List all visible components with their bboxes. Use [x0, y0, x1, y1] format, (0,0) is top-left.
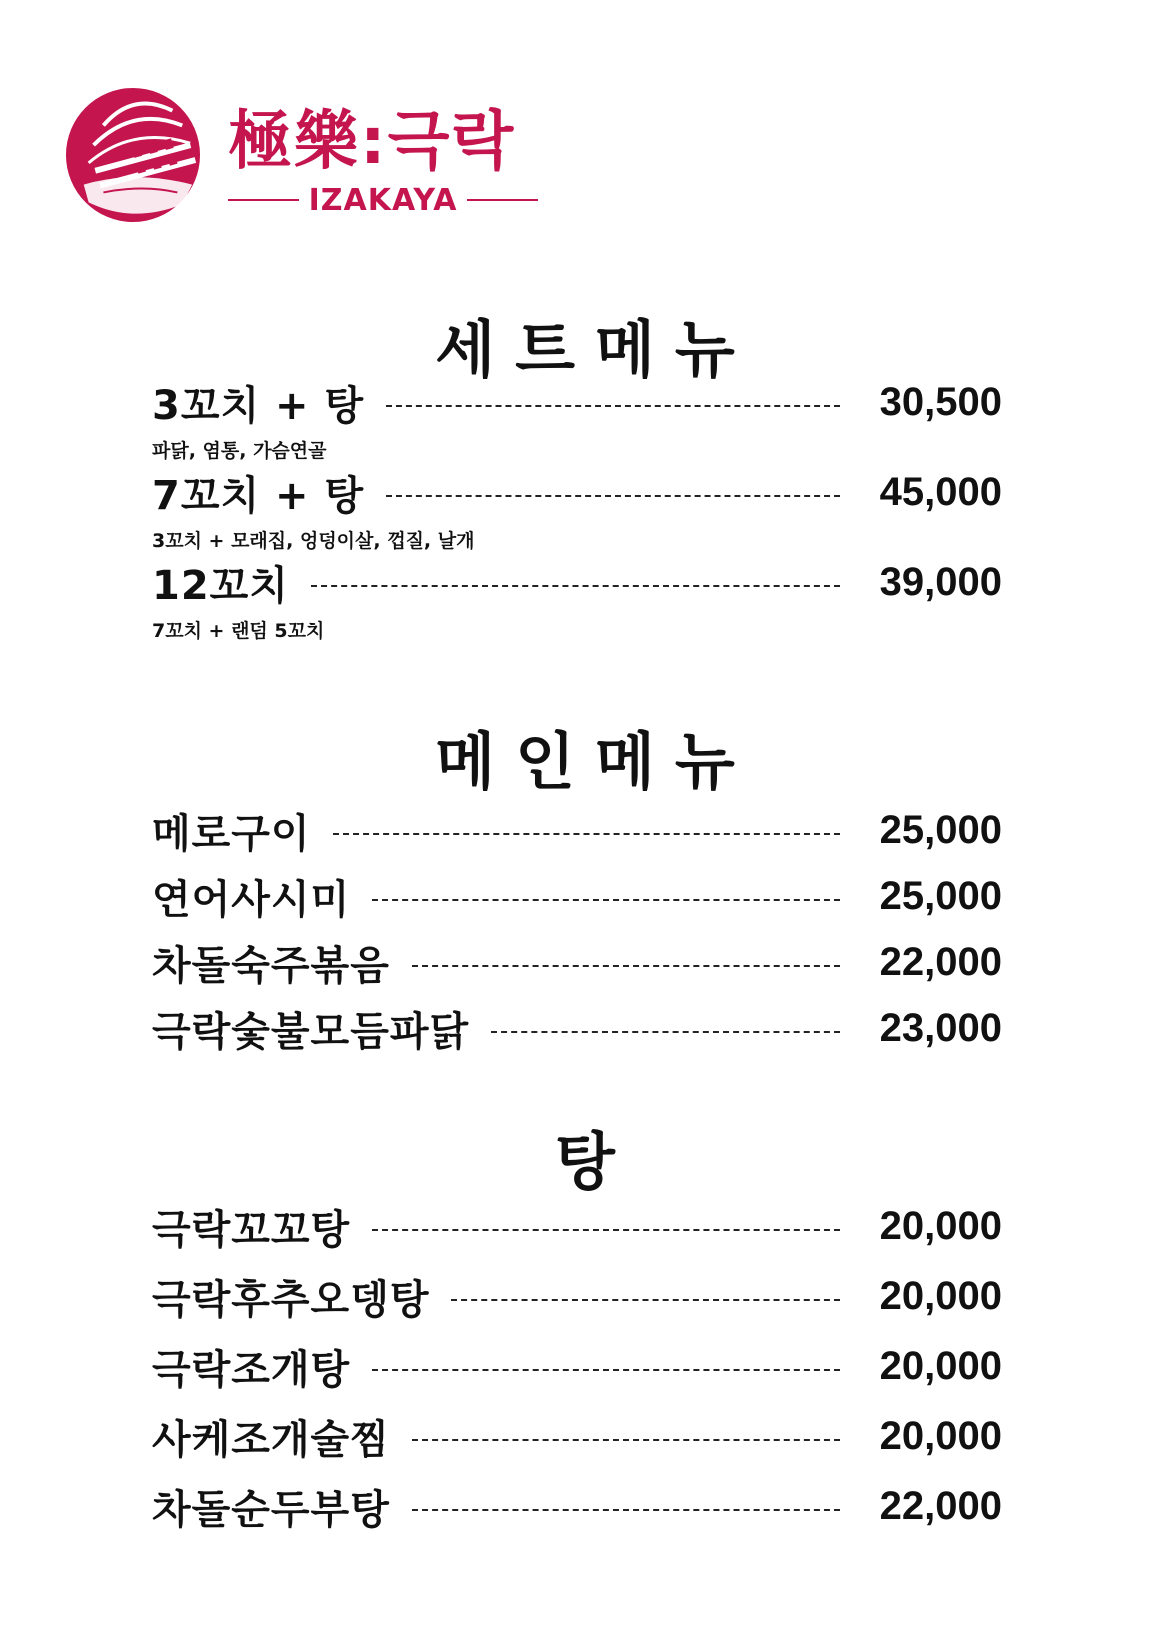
leader-dots — [372, 1369, 840, 1371]
divider — [467, 199, 538, 201]
menu-item-desc: 3꼬치 + 모래집, 엉덩이살, 껍질, 날개 — [152, 530, 475, 552]
logo-subtitle — [228, 182, 538, 218]
menu-item-name: 차돌순두부탕 — [152, 1486, 390, 1533]
menu-item — [152, 1196, 1002, 1256]
menu-item-price: 39,000 — [879, 559, 1002, 604]
leader-dots — [386, 495, 840, 497]
menu-item — [152, 998, 1002, 1058]
menu-item-name: 극락꼬꼬탕 — [152, 1206, 351, 1253]
menu-item-price: 20,000 — [879, 1413, 1002, 1458]
menu-item-price: 22,000 — [879, 939, 1002, 984]
menu-item-name: 메로구이 — [152, 810, 311, 857]
menu-item-price: 20,000 — [879, 1273, 1002, 1318]
menu-item — [152, 1336, 1002, 1396]
menu-item — [152, 1266, 1002, 1326]
menu-item-desc: 파닭, 염통, 가슴연골 — [152, 440, 327, 462]
menu-item-price: 22,000 — [879, 1483, 1002, 1528]
menu-item-name: 극락후추오뎅탕 — [152, 1276, 430, 1323]
menu-item-name: 차돌숙주볶음 — [152, 942, 390, 989]
section-title-stew: 탕 — [555, 1125, 635, 1198]
leader-dots — [311, 585, 840, 587]
menu-item-name: 극락숯불모듬파닭 — [152, 1008, 470, 1055]
menu-item-name: 3꼬치 + 탕 — [152, 382, 365, 429]
section-title-main-menu: 메인메뉴 — [435, 725, 755, 798]
menu-item-price: 20,000 — [879, 1203, 1002, 1248]
menu-item-name: 12꼬치 — [152, 562, 289, 609]
menu-item — [152, 866, 1002, 926]
menu-item-name: 7꼬치 + 탕 — [152, 472, 365, 519]
leader-dots — [372, 1229, 840, 1231]
menu-item — [152, 552, 1002, 642]
leader-dots — [333, 833, 840, 835]
leader-dots — [372, 899, 840, 901]
menu-item-name: 사케조개술찜 — [152, 1416, 390, 1463]
menu-item — [152, 1476, 1002, 1536]
menu-item-price: 25,000 — [879, 873, 1002, 918]
menu-item — [152, 462, 1002, 552]
logo-title: 極樂:극락 — [228, 105, 516, 179]
leader-dots — [386, 405, 840, 407]
menu-item — [152, 372, 1002, 462]
menu-item-price: 45,000 — [879, 469, 1002, 514]
menu-item — [152, 932, 1002, 992]
section-title-set-menu: 세트메뉴 — [435, 313, 755, 386]
leader-dots — [412, 1439, 840, 1441]
logo — [64, 86, 564, 236]
leader-dots — [491, 1031, 840, 1033]
menu-item-price: 25,000 — [879, 807, 1002, 852]
menu-item-price: 20,000 — [879, 1343, 1002, 1388]
menu-item-price: 23,000 — [879, 1005, 1002, 1050]
leader-dots — [451, 1299, 840, 1301]
leader-dots — [412, 1509, 840, 1511]
menu-item-price: 30,500 — [879, 379, 1002, 424]
logo-subtitle-text: IZAKAYA — [308, 182, 458, 218]
menu-item-desc: 7꼬치 + 랜덤 5꼬치 — [152, 620, 325, 642]
menu-item-name: 극락조개탕 — [152, 1346, 351, 1393]
skewer-logo-icon — [64, 86, 202, 224]
divider — [228, 199, 299, 201]
menu-item — [152, 1406, 1002, 1466]
leader-dots — [412, 965, 840, 967]
menu-item-name: 연어사시미 — [152, 876, 351, 923]
menu-item — [152, 800, 1002, 860]
